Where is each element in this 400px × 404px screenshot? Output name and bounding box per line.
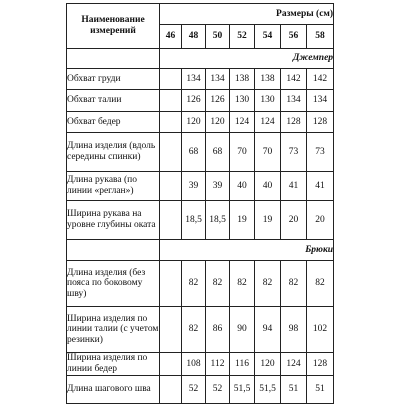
value-size-50: 52 xyxy=(206,376,230,404)
table-row xyxy=(67,261,334,307)
value-size-52: 138 xyxy=(230,69,255,90)
value-size-46 xyxy=(160,261,182,307)
value-size-50: 120 xyxy=(206,112,230,133)
value-size-48: 126 xyxy=(182,90,206,112)
value-size-54: 70 xyxy=(255,133,281,172)
value-size-48: 18,5 xyxy=(182,201,206,240)
value-size-54: 40 xyxy=(255,172,281,201)
measurement-label: Длина изделия (вдоль середины спинки) xyxy=(67,133,160,172)
value-size-58: 142 xyxy=(307,69,334,90)
value-size-56: 142 xyxy=(281,69,307,90)
value-size-48: 120 xyxy=(182,112,206,133)
value-size-56: 41 xyxy=(281,172,307,201)
value-size-46 xyxy=(160,201,182,240)
table-row xyxy=(67,353,334,376)
size-56: 56 xyxy=(281,25,307,49)
value-size-50: 39 xyxy=(206,172,230,201)
size-48: 48 xyxy=(182,25,206,49)
value-size-58: 82 xyxy=(307,261,334,307)
value-size-54: 120 xyxy=(255,353,281,376)
value-size-48: 39 xyxy=(182,172,206,201)
value-size-54: 82 xyxy=(255,261,281,307)
table-row xyxy=(67,307,334,353)
value-size-52: 124 xyxy=(230,112,255,133)
value-size-48: 108 xyxy=(182,353,206,376)
table-row xyxy=(67,69,334,90)
value-size-52: 40 xyxy=(230,172,255,201)
value-size-50: 68 xyxy=(206,133,230,172)
value-size-48: 134 xyxy=(182,69,206,90)
value-size-56: 124 xyxy=(281,353,307,376)
value-size-58: 134 xyxy=(307,90,334,112)
section-header-jumper xyxy=(67,49,334,69)
size-46: 46 xyxy=(160,25,182,49)
value-size-48: 52 xyxy=(182,376,206,404)
value-size-52: 116 xyxy=(230,353,255,376)
size-50: 50 xyxy=(206,25,230,49)
table-row xyxy=(67,133,334,172)
measurement-label: Обхват бедер xyxy=(67,112,160,133)
value-size-52: 82 xyxy=(230,261,255,307)
value-size-52: 51,5 xyxy=(230,376,255,404)
measurement-label: Длина рукава (по линии «реглан») xyxy=(67,172,160,201)
table-row xyxy=(67,376,334,404)
value-size-56: 73 xyxy=(281,133,307,172)
value-size-50: 18,5 xyxy=(206,201,230,240)
value-size-54: 51,5 xyxy=(255,376,281,404)
value-size-50: 82 xyxy=(206,261,230,307)
value-size-54: 130 xyxy=(255,90,281,112)
size-58: 58 xyxy=(307,25,334,49)
value-size-56: 20 xyxy=(281,201,307,240)
value-size-56: 82 xyxy=(281,261,307,307)
measurement-label: Ширина рукава на уровне глубины оката xyxy=(67,201,160,240)
header-row xyxy=(67,4,334,25)
value-size-48: 82 xyxy=(182,307,206,353)
table-row xyxy=(67,201,334,240)
section-blank-cell xyxy=(67,240,160,261)
value-size-58: 51 xyxy=(307,376,334,404)
value-size-56: 98 xyxy=(281,307,307,353)
value-size-50: 112 xyxy=(206,353,230,376)
measurement-label: Длина шагового шва xyxy=(67,376,160,404)
value-size-54: 124 xyxy=(255,112,281,133)
value-size-52: 70 xyxy=(230,133,255,172)
value-size-46 xyxy=(160,69,182,90)
value-size-58: 102 xyxy=(307,307,334,353)
table-row xyxy=(67,112,334,133)
section-title: Брюки xyxy=(160,240,334,261)
size-chart-table xyxy=(66,3,334,404)
table-row xyxy=(67,90,334,112)
measurement-label: Обхват груди xyxy=(67,69,160,90)
value-size-58: 73 xyxy=(307,133,334,172)
value-size-58: 128 xyxy=(307,112,334,133)
value-size-54: 94 xyxy=(255,307,281,353)
size-54: 54 xyxy=(255,25,281,49)
value-size-54: 19 xyxy=(255,201,281,240)
sizes-header: Размеры (см) xyxy=(160,4,334,25)
section-title: Джемпер xyxy=(160,49,334,69)
measurement-label: Длина изделия (без пояса по боковому шву) xyxy=(67,261,160,307)
value-size-58: 41 xyxy=(307,172,334,201)
value-size-50: 134 xyxy=(206,69,230,90)
value-size-52: 19 xyxy=(230,201,255,240)
value-size-46 xyxy=(160,112,182,133)
value-size-46 xyxy=(160,133,182,172)
measurement-label: Ширина изделия по линии бедер xyxy=(67,353,160,376)
value-size-46 xyxy=(160,90,182,112)
value-size-50: 126 xyxy=(206,90,230,112)
measure-column-header: Наименование измерений xyxy=(67,4,160,49)
measurement-label: Ширина изделия по линии талии (с учетом резинки) xyxy=(67,307,160,353)
value-size-56: 134 xyxy=(281,90,307,112)
value-size-56: 51 xyxy=(281,376,307,404)
value-size-48: 68 xyxy=(182,133,206,172)
value-size-48: 82 xyxy=(182,261,206,307)
section-header-trousers xyxy=(67,240,334,261)
value-size-46 xyxy=(160,376,182,404)
value-size-46 xyxy=(160,172,182,201)
value-size-46 xyxy=(160,353,182,376)
value-size-52: 90 xyxy=(230,307,255,353)
value-size-56: 128 xyxy=(281,112,307,133)
value-size-54: 138 xyxy=(255,69,281,90)
value-size-52: 130 xyxy=(230,90,255,112)
table-row xyxy=(67,172,334,201)
value-size-58: 128 xyxy=(307,353,334,376)
value-size-58: 20 xyxy=(307,201,334,240)
value-size-50: 86 xyxy=(206,307,230,353)
section-blank-cell xyxy=(67,49,160,69)
measurement-label: Обхват талии xyxy=(67,90,160,112)
size-52: 52 xyxy=(230,25,255,49)
value-size-46 xyxy=(160,307,182,353)
